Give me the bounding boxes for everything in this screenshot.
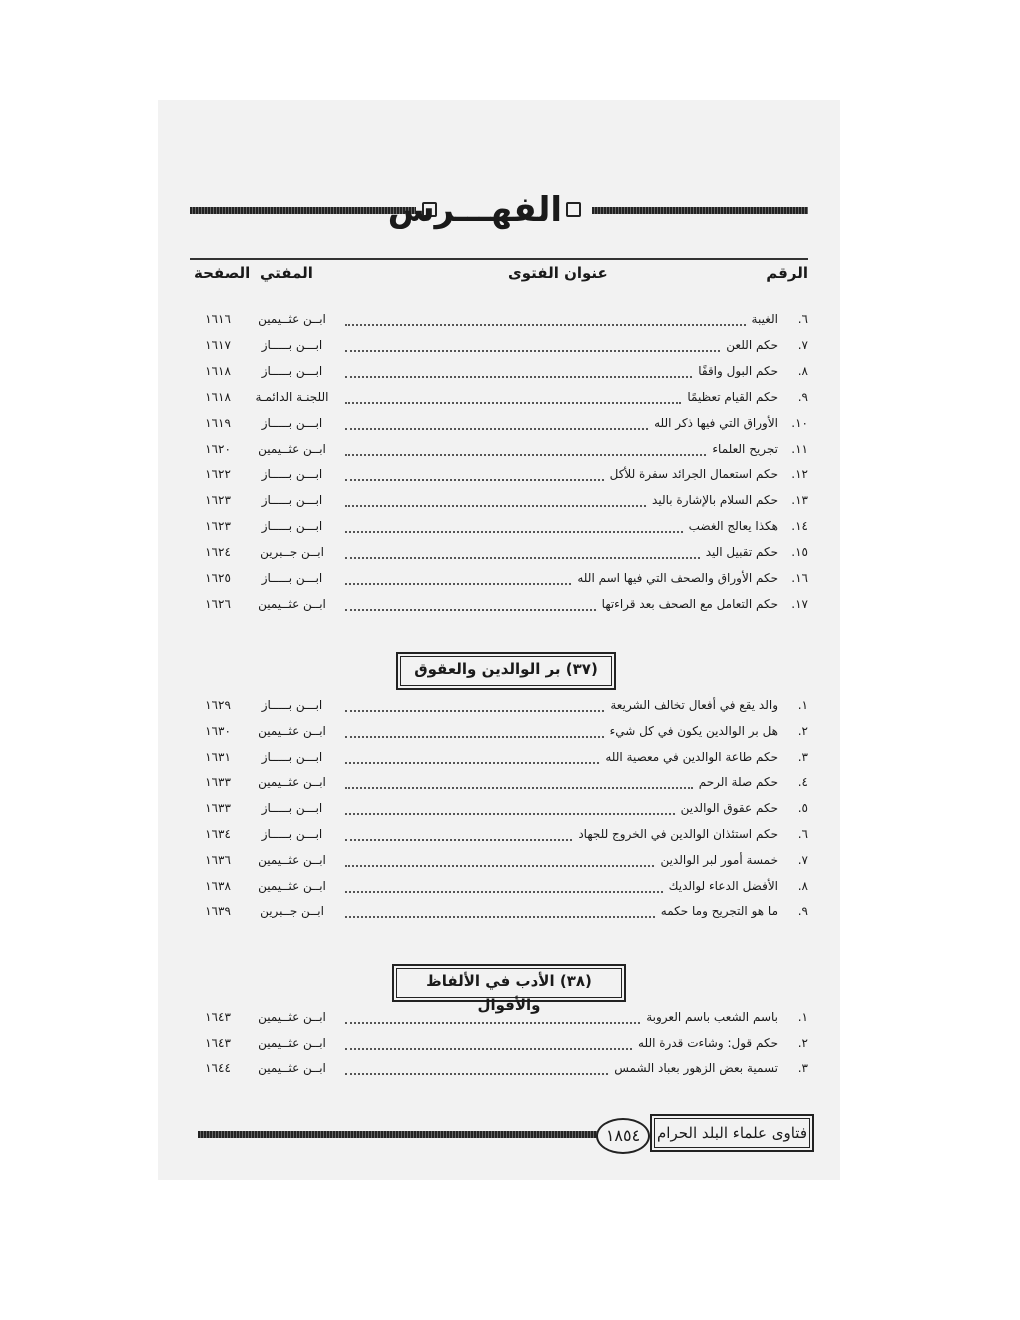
dot-leader [345,736,604,738]
entry-row [190,1061,808,1083]
entry-title: حكم عقوق الوالدين [680,801,778,816]
entry-mufti: ابـــن بـــــاز [261,337,323,352]
entry-page: ١٦٢٦ [205,596,231,611]
header-mufti: المفتي [260,264,313,282]
entry-row [190,442,808,464]
entry-number: ٨. [797,363,808,378]
entry-row [190,904,808,926]
entry-title: الغيبة [751,312,778,326]
entry-number: ٤. [797,775,808,790]
entry-mufti: ابـــن بـــــاز [261,519,323,534]
entry-number: ٧. [797,337,808,352]
entry-title: حكم البول واقفًا [698,363,778,378]
dot-leader [345,865,654,867]
dot-leader [345,428,648,430]
entry-page: ١٦٣٤ [205,827,231,841]
entry-row [190,1036,808,1058]
index-title: الفهـــرس [387,190,562,230]
dot-leader [345,710,604,712]
dot-leader [345,1022,640,1024]
header-page: الصفحة [194,264,251,282]
dot-leader [345,916,655,918]
entry-page: ١٦٣٦ [205,852,231,867]
dot-leader [345,839,572,841]
entry-number: ٩. [797,389,808,404]
entry-mufti: ابـــن بـــــاز [261,415,323,430]
entry-mufti: ابـــن بـــــاز [261,363,323,378]
dot-leader [345,609,596,611]
entry-row [190,724,808,746]
entry-mufti: ابــن عثــيمين [258,878,326,893]
entry-page: ١٦١٧ [205,337,231,352]
entry-page: ١٦٢٣ [205,493,231,508]
entry-number: ٢. [797,723,808,738]
entry-title: تجريح العلماء [712,441,778,456]
entry-mufti: ابـــن بـــــاز [261,749,323,764]
entry-page: ١٦١٦ [205,312,231,326]
entry-title: خمسة أمور لبر الوالدين [660,852,778,867]
dot-leader [345,1073,608,1075]
entry-row [190,571,808,593]
entry-title: باسم الشعب باسم العروبة [646,1010,778,1024]
entry-title: حكم القيام تعظيمًا [687,389,778,404]
entry-row [190,467,808,489]
entry-page: ١٦٢٣ [205,519,231,534]
entry-mufti: ابــن عثــيمين [258,723,326,738]
entry-number: ٦. [797,827,808,841]
entry-title: هل بر الوالدين يكون في كل شيء [609,723,778,738]
entry-page: ١٦٢٥ [205,571,231,585]
entry-page: ١٦٣٣ [205,775,231,790]
entry-row [190,879,808,901]
dot-leader [345,762,599,764]
entry-page: ١٦٢٩ [205,698,231,712]
entry-page: ١٦٤٣ [205,1010,231,1024]
section-37-title: (٣٧) بر الوالدين والعقوق [400,656,612,686]
entry-number: ١٢. [791,467,808,482]
entry-title: حكم استئذان الوالدين في الخروج للجهاد [578,827,778,841]
entry-mufti: ابــن جــبرين [260,904,324,919]
section-38-title: (٣٨) الأدب في الألفاظ والأقوال [396,968,622,998]
entry-row [190,416,808,438]
dot-leader [345,787,693,789]
entry-row [190,545,808,567]
section-38-box [392,964,626,1014]
entry-row [190,493,808,515]
entry-page: ١٦٢٤ [205,545,231,560]
entry-page: ١٦١٨ [205,363,231,378]
dot-leader [345,583,571,585]
entry-number: ٣. [797,749,808,764]
entry-title: حكم طاعة الوالدين في معصية الله [605,749,778,764]
footer-bar [198,1131,598,1138]
entry-row [190,775,808,797]
entry-title: حكم تقبيل اليد [705,545,778,560]
entry-mufti: ابــن عثــيمين [258,1061,326,1075]
entry-number: ١٣. [791,493,808,508]
entry-number: ١٧. [791,596,808,611]
entry-mufti: ابـــن بـــــاز [261,801,323,816]
header-fatwa-title: عنوان الفتوى [508,264,608,282]
dot-leader [345,531,683,533]
entry-number: ١٤. [791,519,808,534]
entry-number: ٣. [797,1061,808,1075]
entry-mufti: ابــن عثــيمين [258,1010,326,1024]
entry-mufti: ابــن عثــيمين [258,312,326,326]
entry-page: ١٦٣٣ [205,801,231,816]
dot-leader [345,324,746,326]
dot-leader [345,350,720,352]
entry-page: ١٦١٨ [205,389,231,404]
entry-page: ١٦٣١ [205,749,231,764]
footer-book-title: فتاوى علماء البلد الحرام [654,1118,810,1148]
entry-page: ١٦٤٤ [205,1061,231,1075]
entry-row [190,312,808,334]
entry-mufti: ابــن جــبرين [260,545,324,560]
dot-leader [345,557,700,559]
entry-mufti: ابــن عثــيمين [258,1035,326,1050]
title-bar-right [592,207,808,214]
entry-title: حكم استعمال الجرائد سفرة للأكل [609,467,778,482]
entry-mufti: اللجنـة الدائمـة [255,389,329,404]
entry-mufti: ابـــن بـــــاز [261,698,323,712]
entry-row [190,801,808,823]
entry-mufti: ابــن عثــيمين [258,596,326,611]
entry-row [190,597,808,619]
entry-number: ٨. [797,878,808,893]
entry-row [190,364,808,386]
entry-page: ١٦٤٣ [205,1035,231,1050]
dot-leader [345,505,646,507]
entry-title: ما هو التجريح وما حكمه [660,904,778,919]
entry-number: ١٥. [791,545,808,560]
entry-title: حكم السلام بالإشارة باليد [652,493,778,508]
entry-number: ١. [797,698,808,712]
entry-page: ١٦٣٨ [205,878,231,893]
entry-row [190,519,808,541]
title-bar-left [190,207,416,214]
entry-number: ٢. [797,1035,808,1050]
entry-mufti: ابـــن بـــــاز [261,493,323,508]
entry-title: حكم قول: وشاءت قدرة الله [638,1035,778,1050]
footer-page-number: ١٨٥٤ [596,1118,650,1154]
footer-book-box [650,1114,814,1152]
entry-mufti: ابــن عثــيمين [258,441,326,456]
entry-number: ٦. [797,312,808,326]
entry-title: حكم التعامل مع الصحف بعد قراءتها [601,596,778,611]
dot-leader [345,891,663,893]
entry-title: هكذا يعالج الغضب [688,519,778,534]
entry-number: ١. [797,1010,808,1024]
section-37-box [396,652,616,690]
entry-page: ١٦٢٠ [205,441,231,456]
entry-row [190,698,808,720]
entry-row [190,390,808,412]
entry-page: ١٦٣٩ [205,904,231,919]
dot-leader [345,454,706,456]
entry-title: حكم الأوراق والصحف التي فيها اسم الله [577,571,778,585]
entry-mufti: ابــن عثــيمين [258,852,326,867]
entry-number: ٩. [797,904,808,919]
title-square-right [566,202,581,217]
entry-number: ٧. [797,852,808,867]
entry-page: ١٦٢٢ [205,467,231,482]
entry-title: حكم اللعن [726,337,778,352]
entry-title: حكم صلة الرحم [698,775,778,790]
entry-row [190,853,808,875]
header-number: الرقم [766,264,808,282]
entry-row [190,750,808,772]
entry-title: تسمية بعض الزهور بعباد الشمس [614,1061,778,1075]
entry-number: ٥. [797,801,808,816]
entry-row [190,827,808,849]
entry-page: ١٦٣٠ [205,723,231,738]
header-rule [190,258,808,260]
entry-number: ١١. [791,441,808,456]
entry-mufti: ابـــن بـــــاز [261,467,323,482]
dot-leader [345,1048,632,1050]
dot-leader [345,402,681,404]
dot-leader [345,813,675,815]
entry-number: ١٠. [791,415,808,430]
entry-mufti: ابـــن بـــــاز [261,571,323,585]
entry-mufti: ابــن عثــيمين [258,775,326,790]
entry-title: الأفضل الدعاء لوالديك [668,878,778,893]
index-title-row [190,190,808,230]
entry-row [190,1010,808,1032]
entry-page: ١٦١٩ [205,415,231,430]
dot-leader [345,376,692,378]
entry-row [190,338,808,360]
entry-mufti: ابـــن بـــــاز [261,827,323,841]
dot-leader [345,479,604,481]
entry-title: والد يقع في أفعال تخالف الشريعة [610,698,778,712]
entry-number: ١٦. [791,571,808,585]
entry-title: الأوراق التي فيها ذكر الله [654,415,778,430]
